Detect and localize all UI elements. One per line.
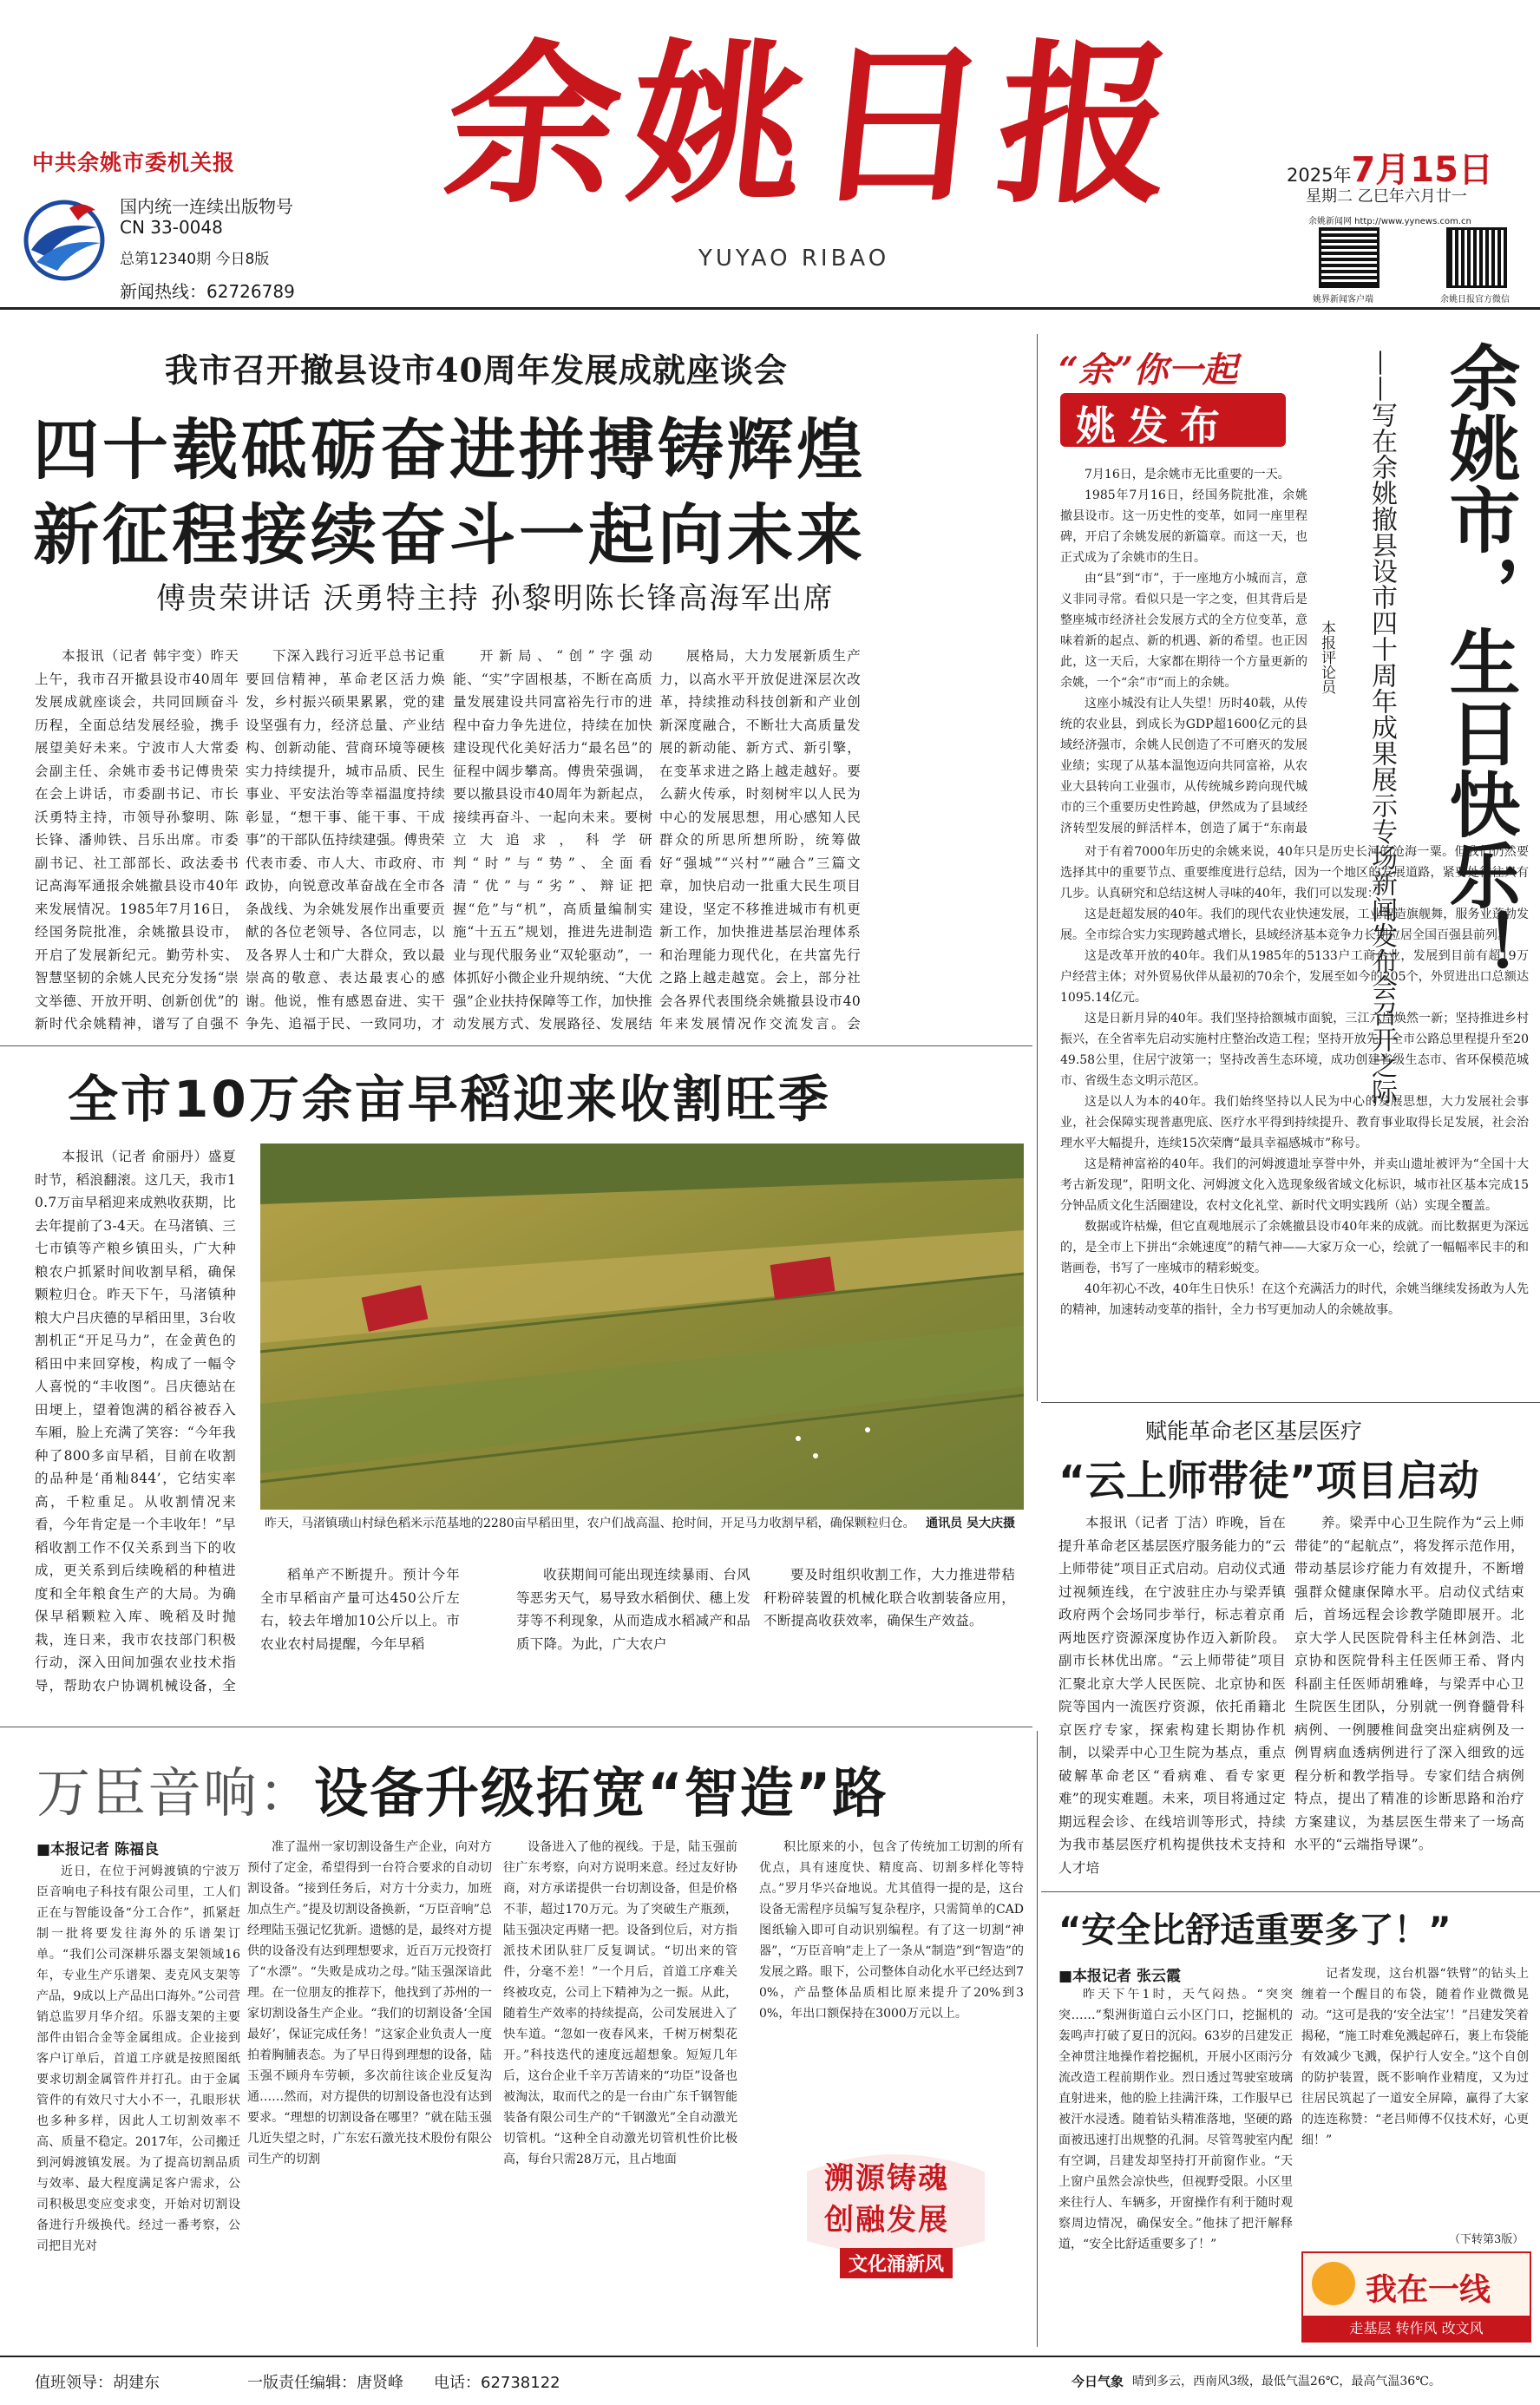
article-anniversary-forum	[0, 312, 1032, 1050]
sidebar-vertical-title: 余姚市，生日快乐！	[1438, 341, 1520, 981]
cn-label: 国内统一连续出版物号	[120, 196, 293, 217]
article1-title-1: 四十载砥砺奋进拼搏铸辉煌	[33, 411, 866, 488]
article5-col-1: 昨天下午1时，天气闷热。“突突突……”梨洲街道白云小区门口，挖掘机的轰鸣声打破了夏日的沉闷。63岁的吕建发正全神贯注地操作着挖掘机，开展小区雨污分流改造工程前期作业。烈日透过驾驶室玻璃直射进来，他的脸上挂满汗珠，工作服早已被汗水浸透。随着钻头精准落地，坚硬的路面被迅速打出规整的孔洞。尽管驾驶室内配有空调，吕建发却坚持打开前窗作业。“天上窗户虽然会凉快些，但视野受限。小区里来往行人、车辆多，开窗操作有利于随时观察周边情况，确保安全。”他抹了把汗解释道，“安全比舒适重要多了！”	[1058, 1988, 1293, 2251]
article1-title-2: 新征程接续奋斗一起向未来	[33, 496, 866, 573]
culture-badge-sub: 文化涌新风	[840, 2248, 953, 2278]
culture-badge	[798, 2137, 993, 2289]
culture-badge-line1: 溯源铸魂	[824, 2161, 949, 2196]
article5-byline: ■本报记者 张云霞	[1058, 1968, 1181, 1985]
frontline-badge	[1301, 2251, 1531, 2343]
qr-code-app[interactable]	[1319, 227, 1379, 288]
article1-col-1: 本报讯（记者 韩宇变）昨天上午，我市召开撤县设市40周年发展成就座谈会，共同回顾奋斗历程，全面总结发展经验，携手展望美好未来。宁波市人大常委会副主任、余姚市委书记傅贵荣在会上讲话，市委副书记、市长沃勇特主持，市领导孙黎明、陈长锋、潘帅铁、吕乐出席。市委副书记、社工部部长、政法委书记高海军通报余姚撤县设市40年来发展情况。1985年7月16日，经国务院批准，余姚撤县设市，开启了发展新纪元。勤劳朴实、智慧坚韧的余姚人民充分发扬“崇文举德、开放开明、创新创优”的新时代余姚精神，谱写了自强不	[35, 648, 239, 1032]
article3-col-1: 本报讯（记者 丁洁）昨晚，旨在提升革命老区基层医疗服务能力的“云上师带徒”项目正式启动。启动仪式通过视频连线，在宁波驻庄办与梁弄镇政府两个会场同步举行，标志着京甬两地医疗资源深度协作迈入新阶段。副市长林优出席。“云上师带徒”项目汇聚北京大学人民医院、北京协和医院等国内一流医疗资源，依托甬籍北京医疗专家，探索构建长期协作机制，以梁弄中心卫生院为基点，重点破解革命老区“看病难、看专家更难”的现实难题。未来，项目将通过定期远程会诊、在线培训等形式，持续为我市基层医疗机构提供技术支持和人才培	[1058, 1515, 1286, 1876]
masthead	[0, 0, 1540, 304]
article5-title: “安全比舒适重要多了！”	[1058, 1910, 1452, 1950]
article1-kicker: 我市召开撤县设市40周年发展成就座谈会	[165, 351, 788, 390]
website[interactable]: 余姚新闻网 http://www.yynews.com.cn	[1308, 217, 1471, 226]
sidebar-vertical-sub: ——写在余姚撤县设市四十周年成果展示专场新闻发布会召开之际	[1366, 350, 1397, 1104]
sidebar-brand-bottom: 姚发布	[1076, 403, 1232, 449]
article1-col-3: 开新局、“创”字强动能、“实”字固根基，不断在高质量发展建设共同富裕先行市的进程中奋力争先进位，持续在加快建设现代化美好活力“最名邑”的征程中阔步攀高。傅贵荣强调，要以撤县设市40周年为新起点，接续再奋斗、一起向未来。要树立大追求，科学研判“时”与“势”、全面看清“优”与“劣”、辩证把握“危”与“机”，高质量编制实施“十五五”规划，推进先进制造业与现代服务业“双轮驱动”，一体抓好小微企业升规纳统、“大优强”企业扶持保障等工作，加快推动发展方式、发展路径、发展结	[453, 648, 652, 1032]
article2-title: 全市10万余亩早稻迎来收割旺季	[68, 1070, 831, 1129]
footer	[0, 2360, 1540, 2405]
article4-title	[36, 1750, 888, 1827]
article4-col-1: 近日，在位于河姆渡镇的宁波万臣音响电子科技有限公司里，工人们正在与智能设备“分工合作”，抓紧赶制一批将要发往海外的乐谱架订单。“我们公司深耕乐器支架领域16年，专业生产乐谱架、麦克风支架等产品，9成以上产品出口海外。”公司营销总监罗月华介绍。乐器支架的主要部件由铝合金等金属组成。企业接到客户订单后，首道工序就是按照图纸要求切割金属管件并打孔。由于金属管件的有效尺寸大小不一，孔眼形状也多种多样，因此人工切割效率不高、质量不稳定。2017年，公司搬迁到河姆渡镇发展。为了提高切割品质与效率、最大程度满足客户需求，公司积极思变应变求变，开始对切割设备进行升级换代。经过一番考察，公司把目光对	[36, 1864, 240, 2253]
article2-col-2: 稻单产不断提升。预计今年全市早稻亩产量可达450公斤左右，较去年增加10公斤以上。市农业农村局提醒，今年早稻	[260, 1567, 460, 1652]
frontline-badge-title: 我在一线	[1366, 2272, 1491, 2308]
frontline-badge-worker-icon	[1312, 2262, 1355, 2305]
article5-top-rule	[1041, 1891, 1540, 1892]
date-day: 7月15日	[1351, 150, 1493, 190]
qr2-caption: 余姚日报官方微信	[1440, 295, 1510, 305]
weekday-lunar: 星期二 乙巳年六月廿一	[1306, 187, 1467, 206]
footer-rule	[0, 2356, 1540, 2357]
news-hotline: 新闻热线：62726789	[120, 281, 295, 302]
article4-col-3: 设备进入了他的视线。于是，陆玉强前往广东考察，向对方说明来意。经过友好协商，对方承诺提供一台切割设备，但是价格不菲，超过170万元。为了突破生产瓶颈，陆玉强决定再赌一把。设备到位后，对方指派技术团队驻厂反复调试。“切出来的管件，分毫不差！”一个月后，首道工序难关终被攻克，公司上下精神为之一振。从此，随着生产效率的持续提高，公司发展进入了快车道。“忽如一夜春风来，千树万树梨花开。”科技迭代的速度远超想象。短短几年后，这台企业千辛万苦请来的“功臣”设备也被淘汰，取而代之的是一台由广东千钢智能装备有限公司生产的“千钢激光”全自动激光切管机。“这种全自动激光切管机性价比极高，每台只需28万元，且占地面	[503, 1840, 737, 2166]
culture-badge-line2: 创融发展	[824, 2203, 949, 2238]
frontline-badge-sub: 走基层 转作风 改文风	[1303, 2316, 1530, 2341]
article-wanchen-audio	[0, 1731, 1032, 2351]
sidebar-body-bottom: 对于有着7000年历史的余姚来说，40年只是历史长河的沧海一粟。但我们仍然要选择其中的重要节点、重要维度进行总结，因为一个地区的发展道路，紧要处往往只有几步。认真研究和总结这树人寻味的40年，我们可以发现： 这是赶超发展的40年。我们的现代农业快速发展，工业智造旗舰舞，服务业蓬勃发展。全市综合实力实现跨越式增长，县域经济基本竞争力长期位居全国百强县前列。 这是改革开放的40年。我们从1985年的5133户工商企业，发展到目前有超19万户经营主体；对外贸易伙伴从最初的70余个，发展至如今的205个，外贸进出口总额达1095.14亿元。 这是日新月异的40年。我们坚持拾额城市面貌，三江六岸焕然一新；坚持推进乡村振兴，在全省率先启动实施村庄整治改造工程；坚持开放先，全市公路总里程提升至2049.58公里，住居宁波第一；坚持改善生态环境，成功创建省级生态市、省环保模范城市、省级生态文明示范区。 这是以人为本的40年。我们始终坚持以人民为中心的发展思想，大力发展社会事业，社会保障实现普惠兜底、医疗水平得到持续提升、教育事业取得长足发展，社会治理水平大幅提升，连续15次荣膺“最具幸福感城市”称号。 这是精神富裕的40年。我们的河姆渡遗址享誉中外，并卖山遗址被评为“全国十大考古新发现”，阳明文化、河姆渡文化入选现象级省域文化标识，城市社区基本完成15分钟品质文化生活圈建设，农村文化礼堂、新时代文明实践所（站）实现全覆盖。 数据或许枯燥，但它直观地展示了余姚撤县设市40年来的成就。而比数据更为深远的，是全市上下拼出“余姚速度”的精气神——大家万众一心，绘就了一幅幅率民丰的和谐画卷，书写了一座城市的精彩蜕变。 40年初心不改，40年生日快乐！在这个充满活力的时代，余姚当继续发扬敢为人先的精神，加速转动变革的指针，全力书写更加动人的余姚故事。	[1060, 845, 1529, 1317]
date-year: 2025年	[1287, 165, 1352, 186]
paper-pinyin: YUYAO RIBAO	[698, 246, 890, 272]
article-rice-harvest	[0, 1050, 1032, 1727]
qr1-caption: 姚界新闻客户端	[1313, 295, 1373, 305]
article1-col-4: 展格局，大力发展新质生产力，以高水平开放促进深层次改革，持续推动科技创新和产业创新深度融合，不断壮大高质量发展的新动能、新方式、新引擎，在变革求进之路上越走越好。要么薪火传承，时刻树牢以人民为中心的发展思想，用心感知人民群众的所思所想所盼，统筹做好“强城”“兴村”“融合”三篇文章，加快启动一批重大民生项目建设，坚定不移推进城市有机更新工作，加快推进基层治理体系和治理能力现代化，在共富先行之路上越走越宽。会上，部分社会各界代表围绕余姚撤县设市40年来发展情况作交流发言。会	[659, 648, 861, 1032]
org-name: 中共余姚市委机关报	[32, 150, 236, 175]
article5-col-2: 记者发现，这台机器“铁臂”的钻头上缠着一个醒目的布袋，随着作业微微晃动。“这可是我的‘安全法宝’！”吕建发笑着揭秘，“施工时难免溅起碎石，裹上布袋能有效减少飞溅，保护行人安全。”这个自创的防护装置，既不影响作业精度，又为过往居民筑起了一道安全屏障，赢得了大家的连连称赞：“老吕师傅不仅技术好，心更细！”	[1301, 1967, 1529, 2147]
paper-emblem-icon	[12, 193, 116, 288]
article3-top-rule	[1041, 1402, 1540, 1403]
cn-code: CN 33-0048	[120, 217, 223, 238]
article4-title-pre: 万臣音响：	[36, 1761, 315, 1825]
article-safety	[1041, 1896, 1540, 2351]
article4-byline: ■本报记者 陈福良	[36, 1841, 159, 1858]
article4-title-main: 设备升级拓宽“智造”路	[314, 1761, 888, 1825]
article3-col-2: 养。梁弄中心卫生院作为“云上师带徒”的“起航点”，将发挥示范作用，带动基层诊疗能力有效提升，不断增强群众健康保障水平。启动仪式结束后，首场远程会诊教学随即展开。北京大学人民医院骨科主任林剑浩、北京协和医院骨科主任医师王希、肾内科副主任医师胡雅峰，与梁弄中心卫生院医生团队，分别就一例脊髓骨科病例、一例腰椎间盘突出症病例及一例胃病血透病例进行了深入细致的远程分析和教学指导。专家们结合病例特点，提出了精准的诊断思路和治疗方案建议，为基层医生带来了一场高水平的“云端指导课”。	[1294, 1515, 1524, 1852]
photo-credit: 通讯员 吴大庆摄	[926, 1517, 1015, 1530]
issue-info: 总第12340期 今日8版	[120, 251, 270, 268]
article3-title: “云上师带徒”项目启动	[1058, 1458, 1479, 1505]
paper-logo: 余姚日报	[436, 23, 1194, 227]
duty-leader: 值班领导：胡建东	[35, 2374, 160, 2392]
article1-subtitle: 傅贵荣讲话 沃勇特主持 孙黎明陈长锋高海军出席	[156, 581, 835, 616]
sidebar-body-top: 7月16日，是余姚市无比重要的一天。 1985年7月16日，经国务院批准，余姚撤县设市。这一历史性的变革，如同一座里程碑，开启了余姚发展的新篇章。而这一天，也正式成为了余姚市的生日。 由“县”到“市”，于一座地方小城而言，意义非同寻常。看似只是一字之变，但其背后是整座城市经济社会发展方式的全方位变革，意味着新的起点、新的机遇、新的希望。也正因此，这一天后，大家都在期待一个方量更新的余姚，一个“余”市“而上的余姚。 这座小城没有让人失望！历时40载，从传统的农业县，到成长为GDP超1600亿元的县域经济强市，余姚人民创造了不可磨灭的发展业绩；实现了从基本温饱迈向共同富裕，从农业大县转向工业强市，从传统城乡跨向现代城市的三个重要历史性跨越，伊然成为了县域经济转型发展的鲜活样本，创造了属于“东南最	[1060, 468, 1307, 836]
weather-label: 今日气象	[1071, 2374, 1124, 2389]
sidebar-commentary	[1041, 334, 1540, 1401]
sidebar-divider	[1037, 334, 1038, 1401]
photo-caption	[265, 1514, 1019, 1533]
masthead-rule	[0, 307, 1540, 310]
article5-continued: （下转第3版）	[1449, 2233, 1524, 2246]
article4-col-2: 准了温州一家切割设备生产企业，向对方预付了定金，希望得到一台符合要求的自动切割设备。“接到任务后，对方十分卖力，加班加点生产。”提及切割设备换新，“万臣音响”总经理陆玉强记忆犹新。遗憾的是，最终对方提供的设备没有达到理想要求，近百万元投资打了“水漂”。“失败是成功之母。”陆玉强深谙此理。在一位朋友的推荐下，他找到了苏州的一家切割设备生产企业。“我们的切割设备‘全国最好’，保证完成任务！”这家企业负责人一度拍着胸脯表态。为了早日得到理想的设备，陆玉强不顾舟车劳顿，多次前往该企业反复沟通……然而，对方提供的切割设备也没有达到要求。“理想的切割设备在哪里？”就在陆玉强几近失望之时，广东宏石激光技术股份有限公司生产的切割	[247, 1840, 492, 2166]
article3-kicker: 赋能革命老区基层医疗	[1145, 1419, 1363, 1444]
article2-col-1: 本报讯（记者 俞丽丹）盛夏时节，稻浪翻滚。这几天，我市10.7万亩早稻迎来成熟收获期，比去年提前了3-4天。在马渚镇、三七市镇等产粮乡镇田头，广大种粮农户抓紧时间收割早稻，确保颗粒归仓。昨天下午，马渚镇种粮大户吕庆德的早稻田里，3台收割机正“开足马力”，在金黄色的稻田中来回穿梭，构成了一幅令人喜悦的“丰收图”。吕庆德站在田埂上，望着饱满的稻谷被吞入车厢，脸上充满了笑容：“今年我种了800多亩早稻，目前在收割的品种是‘甬籼844’，它结实率高，千粒重足。从收割情况来看，今年肯定是一个丰收年！”早稻收割工作不仅关系到当下的收成，更关系到后续晚稻的种植进度和全年粮食生产的大局。为确保早稻颗粒入库、晚稻及时抛栽，连日来，我市农技部门积极行动，深入田间加强农业技术指导，帮助农户协调机械设备，全	[35, 1149, 236, 1694]
article2-top-rule	[0, 1045, 1032, 1046]
article2-col-3: 收获期间可能出现连续暴雨、台风等恶劣天气，易导致水稻倒伏、穗上发芽等不利现象，从而造成水稻减产和品质下降。为此，广大农户	[516, 1567, 750, 1652]
qr-code-wechat[interactable]	[1446, 227, 1507, 288]
article4-col-4: 积比原来的小，包含了传统加工切割的所有优点，具有速度快、精度高、切割多样化等特点。”罗月华兴奋地说。尤其值得一提的是，这台设备无需程序员编写复杂程序，只需简单的CAD图纸输入即可自动识别编程。有了这一切割“神器”，“万臣音响”走上了一条从“制造”到“智造”的发展之路。眼下，公司整体自动化水平已经达到70%，产品整体品质相比原来提升了20%到30%，年出口额保持在3000万元以上。	[759, 1840, 1024, 2021]
photo-caption-text: 昨天，马渚镇璜山村绿色稻米示范基地的2280亩早稻田里，农户们战高温、抢时间，开足马力收割早稻，确保颗粒归仓。	[265, 1517, 915, 1530]
article2-col-4: 要及时组织收割工作，大力推进带秸秆粉碎装置的机械化联合收割装备应用，不断提高收获效率，确保生产效益。	[763, 1567, 1015, 1628]
article1-col-2: 下深入践行习近平总书记重要回信精神，革命老区活力焕发，乡村振兴硕果累累，党的建设坚强有力，经济总量、产业结构、创新动能、营商环境等硬核实力持续提升，城市品质、民生事业、平安法治等幸福温度持续彰显，“想干事、能干事、干成事”的干部队伍持续建强。傅贵荣代表市委、市人大、市政府、市政协，向锐意改革奋战在全市各条战线、为余姚发展作出重要贡献的各位老领导、各位同志，以及各界人士和广大群众，致以最崇高的敬意、表达最衷心的感谢。他说，惟有感恩奋进、实干争先、追福于民、一致同功，才	[246, 648, 445, 1032]
article-cloud-mentoring	[1041, 1406, 1540, 1891]
sidebar-brand-top: “余”你一起	[1058, 350, 1238, 390]
article5-divider	[1037, 1731, 1038, 2347]
rice-harvest-photo	[260, 1144, 1024, 1510]
weather-text: 晴到多云，西南风3级，最低气温26℃，最高气温36℃。	[1132, 2375, 1441, 2389]
sidebar-byline: 本报评论员	[1318, 620, 1335, 694]
editor-phone: 电话：62738122	[434, 2374, 560, 2392]
front-editor: 一版责任编辑：唐贤峰	[247, 2374, 403, 2392]
